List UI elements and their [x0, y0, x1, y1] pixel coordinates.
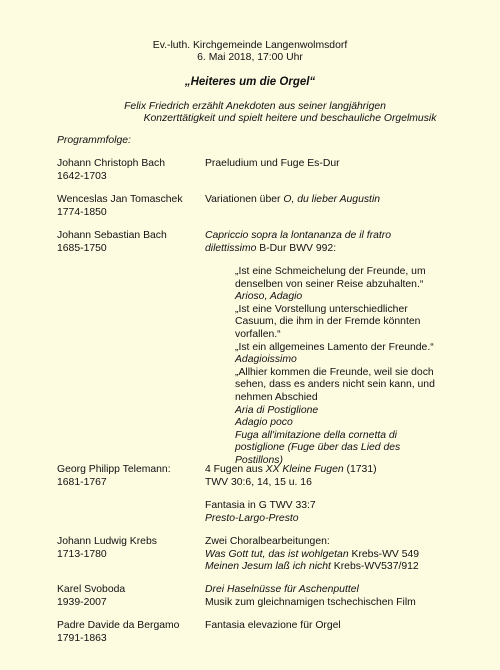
- work-telemann: [205, 464, 377, 489]
- movement-list: [235, 266, 435, 468]
- movement-line: „Ist eine Vorstellung unterschiedlicher: [235, 303, 408, 315]
- movement-tempo: Arioso, Adagio: [235, 291, 303, 303]
- movement-tempo: Postillons): [235, 454, 283, 466]
- work-tempo: Presto-Largo-Presto: [205, 512, 299, 524]
- concert-date: 6. Mai 2018, 17:00 Uhr: [197, 52, 303, 63]
- movement-tempo: Adagio poco: [235, 417, 293, 429]
- work-svoboda: [205, 584, 416, 609]
- movement-line: Casuum, die ihm in der Fremde könnten: [235, 316, 421, 328]
- subtitle-line-1: Felix Friedrich erzählt Anekdoten aus seiner langjährigen: [124, 101, 386, 112]
- work-title: Zwei Choralbearbeitungen:: [205, 536, 330, 547]
- movement-tempo: postiglione (Fuge über das Lied des: [235, 442, 401, 454]
- work-title: Praeludium und Fuge Es-Dur: [205, 158, 340, 169]
- composer-name: Johann Sebastian Bach: [57, 230, 167, 241]
- subtitle-line-2: Konzerttätigkeit und spielt heitere und beschauliche Orgelmusik: [143, 113, 437, 124]
- work-catalog: B-Dur BWV 992:: [256, 242, 337, 254]
- movement-tempo: Adagioissimo: [235, 354, 297, 366]
- work-title: Fantasia in G TWV 33:7: [205, 500, 316, 511]
- chorale-title: Was Gott tut, das ist wohlgetan: [205, 548, 349, 560]
- movement-line: „Ist eine Schmeichelung der Freunde, um: [235, 266, 426, 277]
- composer-bach-js: [57, 230, 167, 255]
- movement-line: „Ist ein allgemeines Lamento der Freunde.“: [235, 341, 434, 353]
- movement-line: denselben von seiner Reise abzuhalten.“: [235, 278, 424, 290]
- composer-tomaschek: [57, 194, 183, 219]
- work-title: XX Kleine Fugen: [265, 464, 344, 475]
- composer-name: Johann Ludwig Krebs: [57, 536, 157, 547]
- movement-tempo: Fuga all'imitazione della cornetta di: [235, 429, 397, 441]
- composer-years: 1774-1850: [57, 206, 107, 218]
- composer-name: Karel Svoboda: [57, 584, 126, 595]
- work-year: (1731): [343, 464, 377, 475]
- composer-years: 1791-1863: [57, 632, 107, 644]
- composer-name: Wenceslas Jan Tomaschek: [57, 194, 183, 205]
- movement-line: vorfallen.“: [235, 328, 281, 340]
- movement-line: „Allhier kommen die Freunde, weil sie doch: [235, 366, 434, 378]
- composer-name: Georg Philipp Telemann:: [57, 464, 171, 475]
- composer-bach-jc: [57, 158, 165, 183]
- composer-years: 1642-1703: [57, 170, 107, 182]
- composer-years: 1681-1767: [57, 476, 107, 488]
- work-description: Musik zum gleichnamigen tschechischen Film: [205, 596, 416, 608]
- work-catalog: TWV 30:6, 14, 15 u. 16: [205, 476, 312, 488]
- movement-line: sehen, dass es anders nicht sein kann, und: [235, 379, 435, 391]
- work-prefix: 4 Fugen aus: [205, 464, 266, 475]
- work-bergamo: [205, 620, 341, 633]
- composer-years: 1713-1780: [57, 548, 107, 560]
- work-krebs: [205, 536, 419, 574]
- work-title: O, du lieber Augustin: [283, 194, 381, 205]
- work-telemann-fantasia: [205, 500, 316, 525]
- work-bach-js: [205, 230, 391, 255]
- movement-line: nehmen Abschied: [235, 391, 318, 403]
- church-name: Ev.-luth. Kirchgemeinde Langenwolmsdorf: [152, 40, 348, 51]
- composer-bergamo: [57, 620, 179, 645]
- composer-name: Johann Christoph Bach: [57, 158, 166, 169]
- composer-krebs: [57, 536, 157, 561]
- composer-name: Padre Davide da Bergamo: [57, 620, 180, 631]
- chorale-catalog: Krebs-WV537/912: [330, 561, 419, 573]
- composer-telemann: [57, 464, 171, 489]
- composer-years: 1685-1750: [57, 242, 107, 254]
- chorale-title: Meinen Jesum laß ich nicht: [205, 561, 331, 573]
- program-label: Programmfolge:: [57, 135, 131, 146]
- work-title: Fantasia elevazione für Orgel: [205, 620, 341, 631]
- work-title-line-1: Capriccio sopra la lontananza de il fratro: [205, 230, 391, 241]
- work-bach-jc: [205, 158, 340, 171]
- concert-title: „Heiteres um die Orgel“: [184, 76, 316, 88]
- movement-tempo: Aria di Postiglione: [235, 404, 319, 416]
- work-title: Drei Haselnüsse für Aschenputtel: [205, 584, 359, 595]
- composer-years: 1939-2007: [57, 596, 107, 608]
- composer-svoboda: [57, 584, 125, 609]
- work-prefix: Variationen über: [205, 194, 284, 205]
- chorale-catalog: Krebs-WV 549: [348, 548, 420, 560]
- work-title-line-2: dilettissimo: [205, 242, 257, 254]
- work-tomaschek: [205, 194, 380, 207]
